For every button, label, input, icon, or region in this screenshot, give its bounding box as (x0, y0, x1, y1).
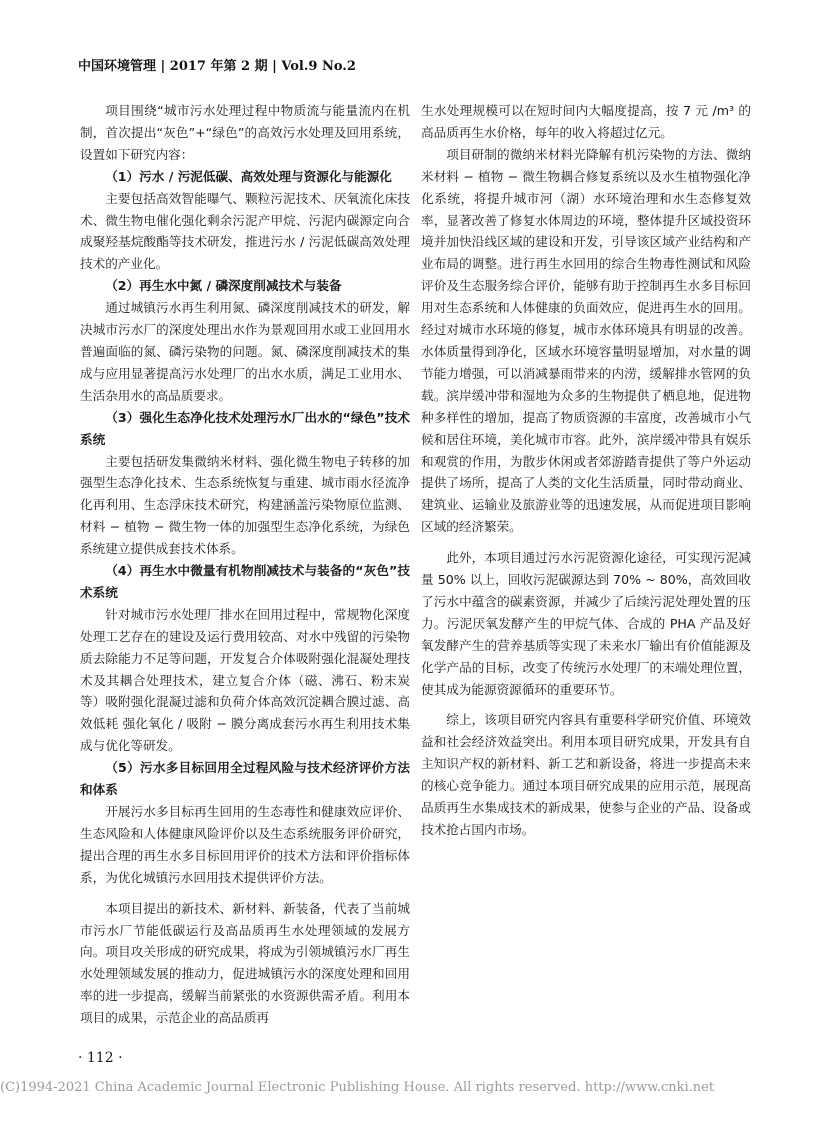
right-paragraph: 生水处理规模可以在短时间内大幅度提高，按 7 元 /m³ 的高品质再生水价格，每年的收入将超过亿元。 (421, 103, 751, 140)
left-paragraph: 针对城市污水处理厂排水在回用过程中，常规物化深度处理工艺存在的建设及运行费用较高、对水中残留的污染物质去除能力不足等问题，开发复合介体吸附强化混凝处理技术及其耦合处理技术，建立复合介体（磁、沸石、粉末炭等）吸附强化混凝过滤和负荷介体高效沉淀耦合膜过滤、高效低耗 强化氧化 / 吸附 − 膜分离成套污水再生利用技术集成与优化等研发。 (80, 606, 410, 754)
right-column (421, 100, 751, 850)
left-paragraph: 主要包括高效智能曝气、颗粒污泥技术、厌氧流化床技术、微生物电催化强化剩余污泥产甲烷、污泥内碳源定向合成聚羟基烷酸酯等技术研发，推进污水 / 污泥低碳高效处理技术的产业化。 (80, 190, 410, 272)
left-paragraph: 开展污水多目标再生回用的生态毒性和健康效应评价、生态风险和人体健康风险评价以及生态系统服务评价研究，提出合理的再生水多目标回用评价的技术方法和评价指标体系，为优化城镇污水回用技术提供评价方法。 (80, 804, 410, 885)
left-section-heading: （1）污水 / 污泥低碳、高效处理与资源化与能源化 (105, 168, 392, 184)
left-section-heading: （4）再生水中微量有机物削减技术与装备的“灰色”技术系统 (80, 563, 410, 600)
left-section-heading: （3）强化生态净化技术处理污水厂出水的“绿色”技术系统 (80, 409, 410, 447)
left-section-heading: （5）污水多目标回用全过程风险与技术经济评价方法和体系 (80, 760, 410, 798)
journal-header: 中国环境管理 | 2017 年第 2 期 | Vol.9 No.2 (78, 59, 356, 74)
left-section-heading: （2）再生水中氮 / 磷深度削减技术与装备 (105, 278, 342, 294)
left-column (80, 100, 410, 1030)
copyright-footer: (C)1994-2021 China Academic Journal Electronic Publishing House. All rights reserved. http://www.cnki.net (0, 1080, 715, 1095)
right-paragraph: 综上，该项目研究内容具有重要科学研究价值、环境效益和社会经济效益突出。利用本项目研究成果，开发具有自主知识产权的新材料、新工艺和新设备，将进一步提高未来的核心竞争能力。通过本项目研究成果的应用示范，展现高品质再生水集成技术的新成果，使参与企业的产品、设备或技术抢占国内市场。 (421, 712, 751, 837)
left-paragraph: 主要包括研发集微纳米材料、强化微生物电子转移的加强型生态净化技术、生态系统恢复与重建、城市雨水径流净化再利用、生态浮床技术研究，构建涵盖污染物原位监测、材料 − 植物 − 微生物一体的加强型生态净化系统，为绿色系统建立提供成套技术体系。 (80, 453, 410, 557)
right-paragraph: 项目研制的微纳米材料光降解有机污染物的方法、微纳米材料 − 植物 − 微生物耦合修复系统以及水生植物强化净化系统，将提升城市河（湖）水环境治理和水生态修复效率，显著改善了修复水体周边的环境，整体提升区域投资环境并加快沿线区域的建设和开发，引导该区域产业结构和产业布局的调整。进行再生水回用的综合生物毒性测试和风险评价及生态服务综合评价，能够有助于控制再生水多目标回用对生态系统和人体健康的负面效应，促进再生水的回用。经过对城市水环境的修复，城市水体环境具有明显的改善。水体质量得到净化，区域水环境容量明显增加，对水量的调节能力增强，可以消减暴雨带来的内涝，缓解排水管网的负载。滨岸缓冲带和湿地为众多的生物提供了栖息地，促进物种多样性的增加，提高了物质资源的丰富度，改善城市小气候和居住环境，美化城市市容。此外，滨岸缓冲带具有娱乐和观赏的作用，为散步休闲或者郊游踏青提供了等户外运动提供了场所，提高了人类的文化生活质量，同时带动商业、建筑业、运输业及旅游业等的迅速发展，从而促进项目影响区域的经济繁荣。 (421, 146, 751, 535)
page-number: · 112 · (78, 1050, 123, 1066)
right-paragraph: 此外，本项目通过污水污泥资源化途径，可实现污泥减量 50% 以上，回收污泥碳源达到 70% ~ 80%，高效回收了污水中蕴含的碳素资源，并减少了后续污泥处理处置的压力。污泥厌氧发酵产生的甲烷气体、合成的 PHA 产品及好氧发酵产生的营养基质等实现了未来水厂输出有价值能源及化学产品的目标，改变了传统污水处理厂的末端处理位置，使其成为能源资源循环的重要环节。 (421, 550, 751, 697)
left-paragraph: 通过城镇污水再生利用氮、磷深度削减技术的研发，解决城市污水厂的深度处理出水作为景观回用水或工业回用水普遍面临的氮、磷污染物的问题。氮、磷深度削减技术的集成与应用显著提高污水处理厂的出水水质，满足工业用水、生活杂用水的高品质要求。 (80, 300, 410, 403)
left-paragraph: 本项目提出的新技术、新材料、新装备，代表了当前城市污水厂节能低碳运行及高品质再生水处理领域的发展方向。项目攻关形成的研究成果，将成为引领城镇污水厂再生水处理领域发展的推动力，促进城镇污水的深度处理和回用率的进一步提高，缓解当前紧张的水资源供需矛盾。利用本项目的成果，示范企业的高品质再 (80, 900, 410, 1026)
left-paragraph: 项目围绕“城市污水处理过程中物质流与能量流内在机制，首次提出“灰色”+“绿色”的高效污水处理及回用系统，设置如下研究内容： (80, 103, 410, 162)
